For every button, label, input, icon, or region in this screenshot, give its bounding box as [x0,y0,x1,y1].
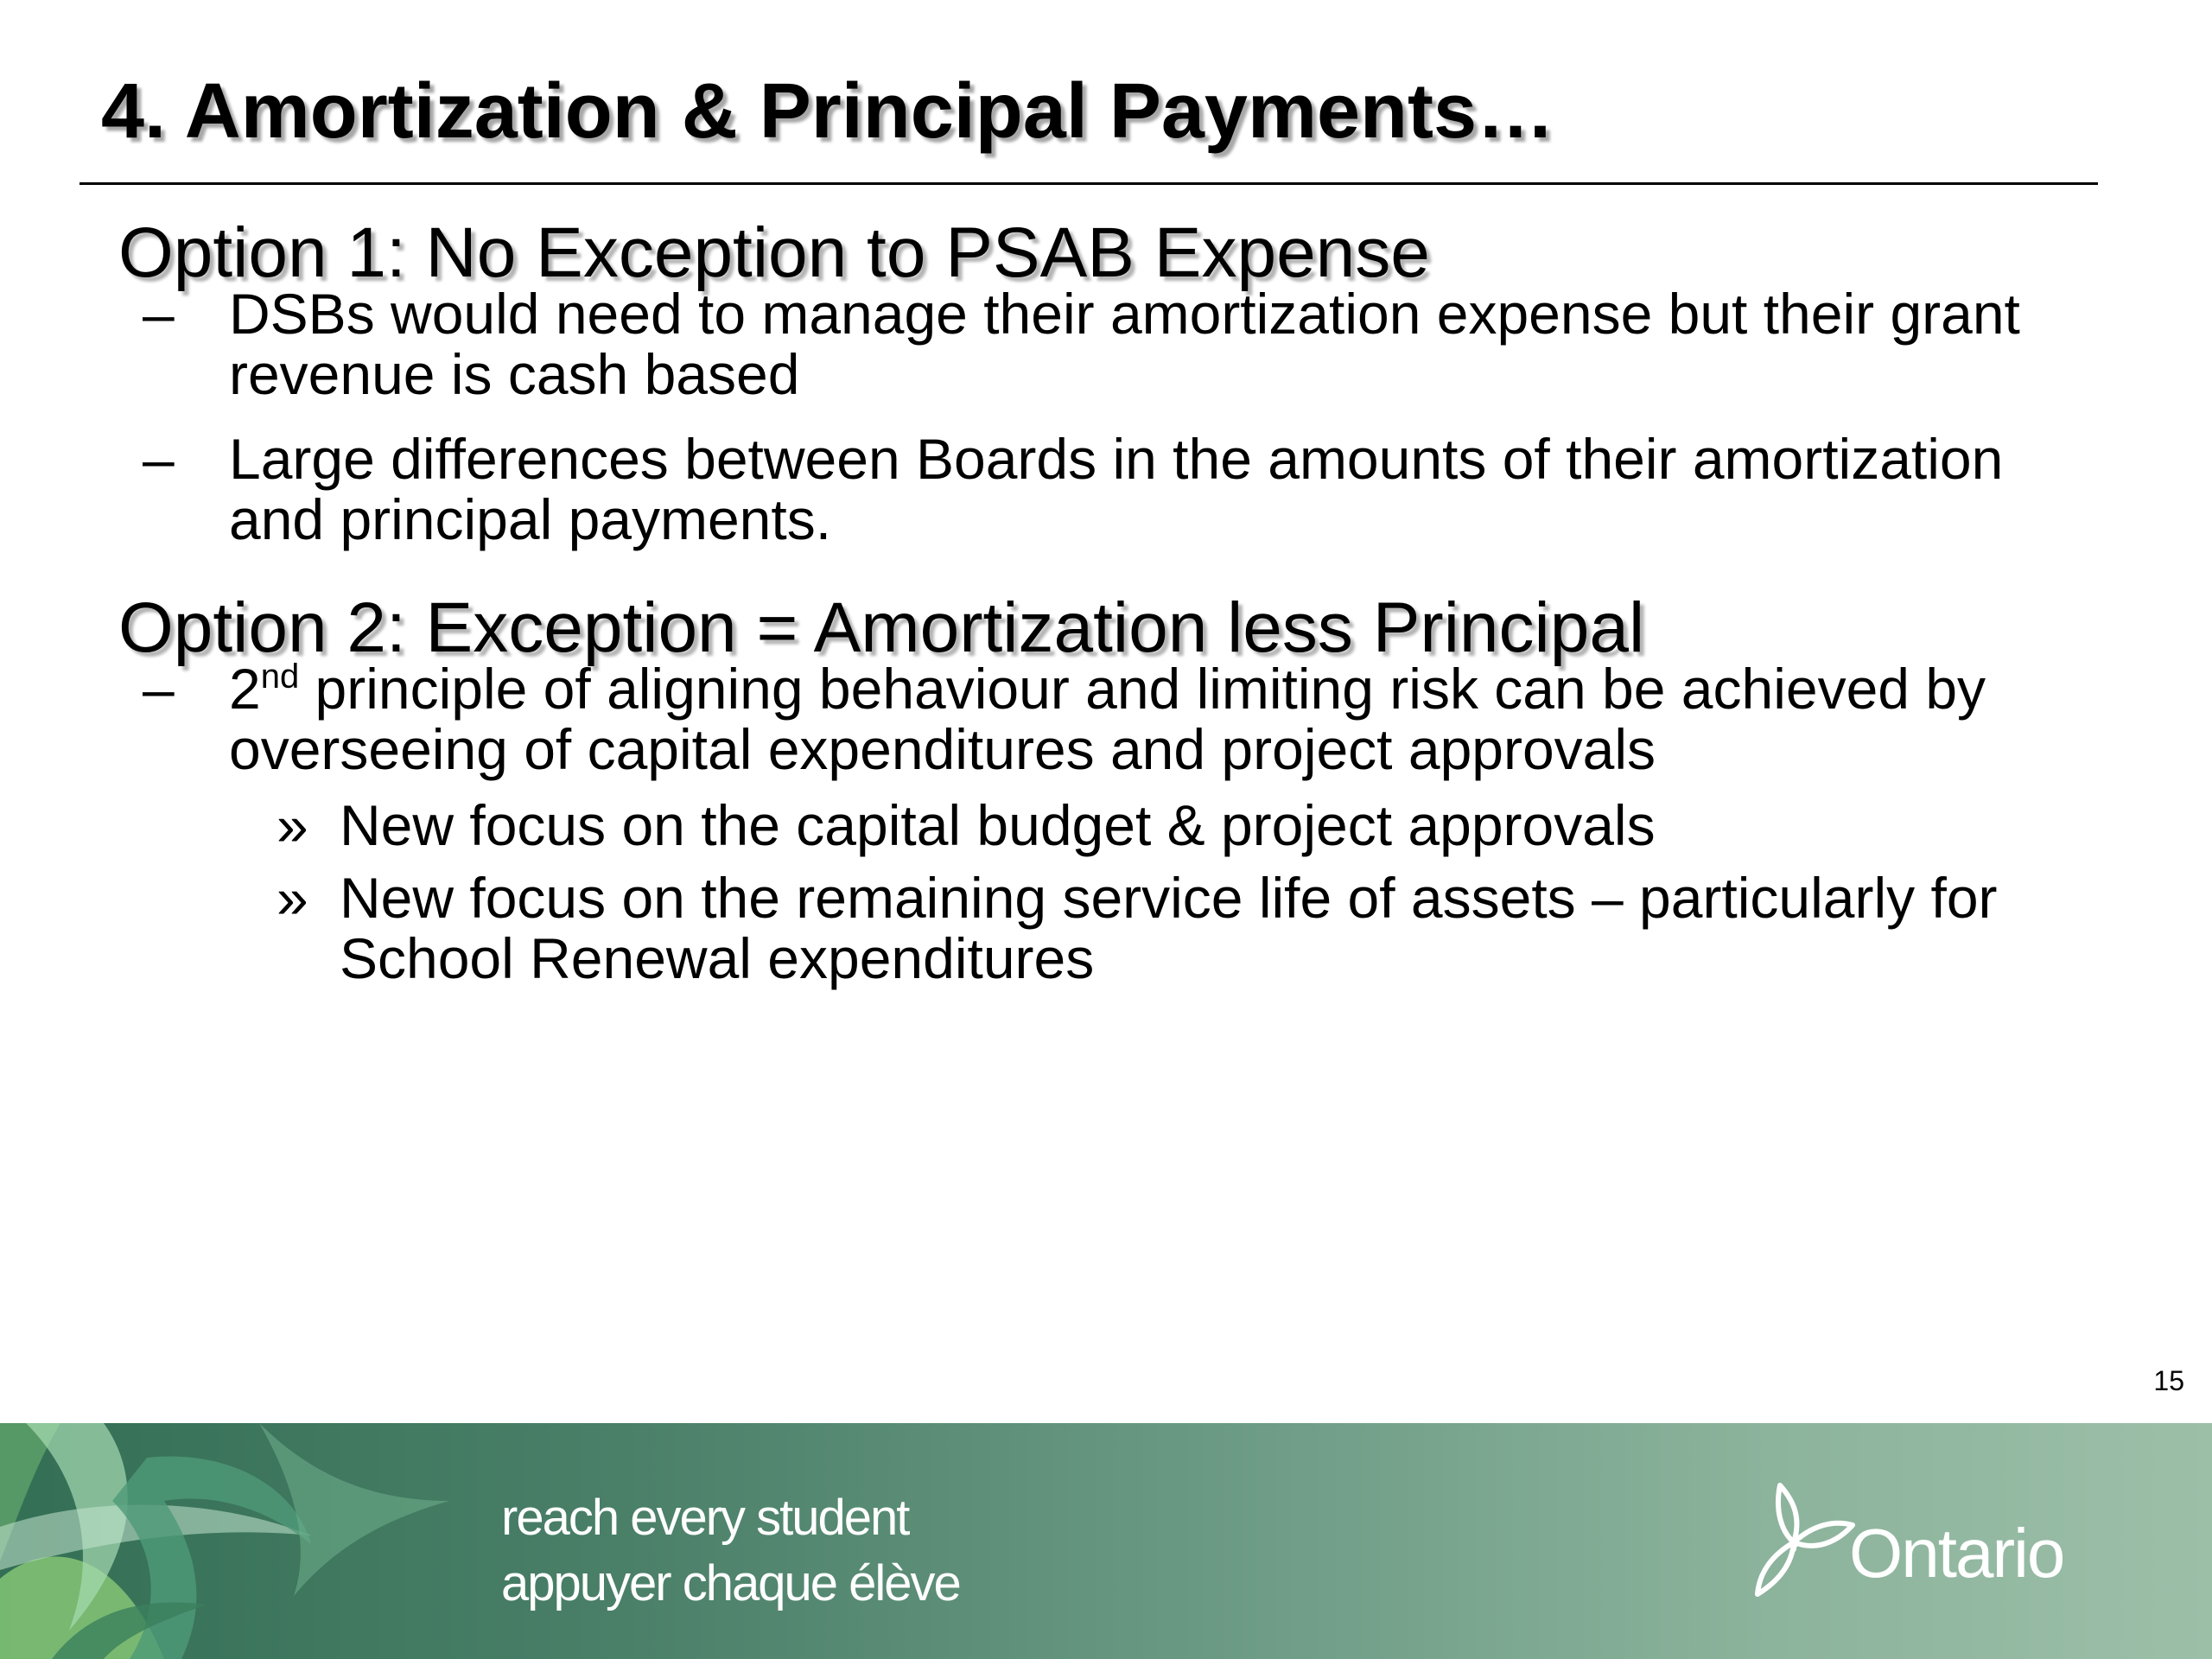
footer-banner [0,1423,2212,1659]
sub-point-2 [118,868,2097,988]
option-1-heading: Option 1: No Exception to PSAB Expense [118,213,1430,292]
dash-bullet: – [143,657,175,721]
point-text: principle of aligning behaviour and limiting risk can be achieved by overseeing of capital expenditures and project approvals [229,657,1986,781]
option-2-heading: Option 2: Exception = Amortization less Principal [118,588,1645,667]
title-divider [79,182,2098,185]
sub-point-text: New focus on the remaining service life of assets – particularly for School Renewal expenditures [340,866,1998,990]
option-2-point-1 [118,658,2097,779]
page-number: 15 [2153,1365,2184,1396]
footer-swoosh-graphic [0,1423,536,1659]
dash-bullet: – [143,427,175,491]
chevron-bullet: » [276,793,308,857]
ontario-wordmark: Ontario [1849,1515,2064,1592]
slide-title: 4. Amortization & Principal Payments… [101,68,1555,155]
trillium-icon [1728,1475,1858,1605]
tagline-english: reach every student [501,1490,909,1546]
footer-tagline [501,1485,960,1617]
option-2-sub-points [118,795,2097,988]
sub-point-1 [118,795,2097,855]
point-text: DSBs would need to manage their amortization expense but their grant revenue is cash based [229,282,2020,406]
option-1-point-1 [118,283,2097,404]
option-1-point-2 [118,429,2097,550]
point-text: Large differences between Boards in the amounts of their amortization and principal payments. [229,427,2004,551]
tagline-french: appuyer chaque élève [501,1555,960,1611]
chevron-bullet: » [276,866,308,930]
ordinal-superscript: nd [260,658,300,696]
sub-point-text: New focus on the capital budget & project approvals [340,793,1656,857]
dash-bullet: – [143,282,175,346]
point-ordinal: 2 [229,657,261,721]
ontario-logo [1728,1475,2091,1605]
slide-content [118,213,2097,990]
